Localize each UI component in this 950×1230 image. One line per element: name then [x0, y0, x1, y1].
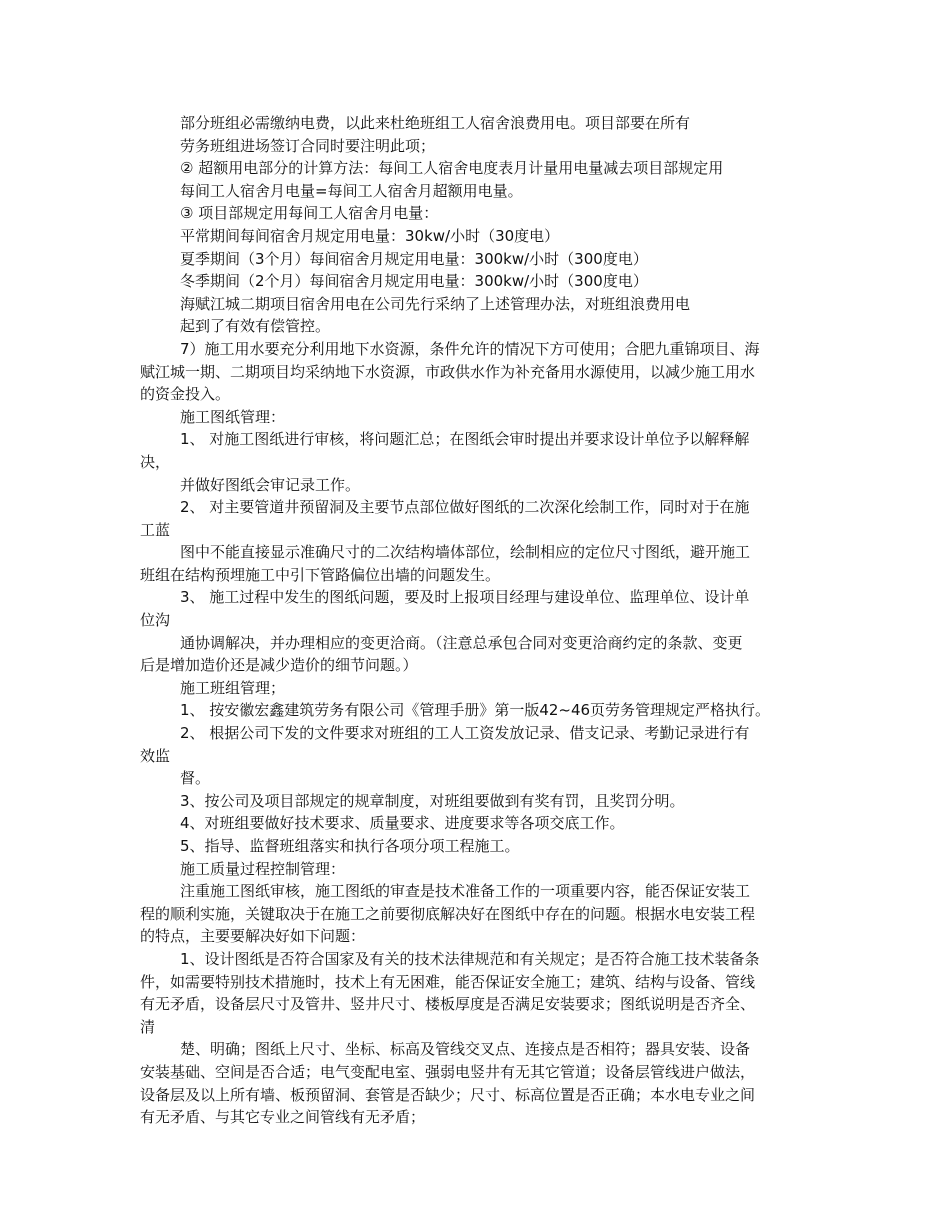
- text-line: 夏季期间（3个月）每间宿舍月规定用电量：300kw/小时（300度电）: [180, 249, 648, 268]
- text-line: 位沟: [140, 611, 171, 630]
- text-line: 施工班组管理；: [180, 678, 286, 697]
- text-line: 4、对班组要做好技术要求、质量要求、进度要求等各项交底工作。: [180, 814, 625, 833]
- text-line: 2、 对主要管道井预留洞及主要节点部位做好图纸的二次深化绘制工作，同时对于在施: [180, 498, 750, 517]
- text-line: 1、 按安徽宏鑫建筑劳务有限公司《管理手册》第一版42~46页劳务管理规定严格执行。: [180, 701, 771, 720]
- text-line: 设备层及以上所有墙、板预留洞、套管是否缺少；尺寸、标高位置是否正确；本水电专业之间: [140, 1085, 756, 1104]
- text-line: 图中不能直接显示准确尺寸的二次结构墙体部位，绘制相应的定位尺寸图纸，避开施工: [180, 543, 751, 562]
- text-line: 注重施工图纸审核，施工图纸的审查是技术准备工作的一项重要内容，能否保证安装工: [180, 882, 751, 901]
- text-line: 冬季期间（2个月）每间宿舍月规定用电量：300kw/小时（300度电）: [180, 272, 648, 291]
- text-line: 楚、明确；图纸上尺寸、坐标、标高及管线交叉点、连接点是否相符；器具安装、设备: [180, 1040, 751, 1059]
- text-line: 施工质量过程控制管理：: [180, 859, 346, 878]
- text-line: 赋江城一期、二期项目均采纳地下水资源，市政供水作为补充备用水源使用，以减少施工用水: [140, 362, 756, 381]
- text-line: 3、 施工过程中发生的图纸问题，要及时上报项目经理与建设单位、监理单位、设计单: [180, 588, 750, 607]
- text-line: 通协调解决，并办理相应的变更洽商。（注意总承包合同对变更洽商约定的条款、变更: [180, 633, 743, 652]
- text-line: 件，如需要特别技术措施时，技术上有无困难，能否保证安全施工；建筑、结构与设备、管线: [140, 972, 756, 991]
- text-line: 督。: [180, 769, 211, 788]
- text-line: 有无矛盾，设备层尺寸及管井、竖井尺寸、楼板厚度是否满足安装要求；图纸说明是否齐全、: [140, 995, 756, 1014]
- text-line: 决，: [140, 452, 171, 471]
- text-line: ② 超额用电部分的计算方法：每间工人宿舍电度表月计量用电量减去项目部规定用: [180, 159, 724, 178]
- text-line: 部分班组必需缴纳电费，以此来杜绝班组工人宿舍浪费用电。项目部要在所有: [180, 114, 691, 132]
- text-line: 平常期间每间宿舍月规定用电量：30kw/小时（30度电）: [180, 226, 560, 245]
- text-line: 并做好图纸会审记录工作。: [180, 475, 361, 494]
- text-line: 的特点，主要要解决好如下问题：: [140, 927, 366, 946]
- text-line: 施工图纸管理：: [180, 407, 286, 426]
- text-line: 后是增加造价还是减少造价的细节问题。）: [140, 656, 418, 675]
- text-line: 起到了有效有偿管控。: [180, 317, 331, 336]
- text-line: 3、按公司及项目部规定的规章制度，对班组要做到有奖有罚，且奖罚分明。: [180, 791, 685, 810]
- text-line: ③ 项目部规定用每间工人宿舍月电量：: [180, 204, 439, 223]
- text-line: 每间工人宿舍月电量=每间工人宿舍月超额用电量。: [180, 181, 523, 200]
- text-line: 的资金投入。: [140, 385, 231, 404]
- text-line: 海赋江城二期项目宿舍用电在公司先行采纳了上述管理办法，对班组浪费用电: [180, 294, 691, 313]
- text-line: 劳务班组进场签订合同时要注明此项；: [180, 136, 436, 155]
- text-line: 清: [140, 1017, 156, 1036]
- text-line: 7）施工用水要充分利用地下水资源，条件允许的情况下方可使用；合肥九重锦项目、海: [180, 339, 760, 358]
- text-line: 5、指导、监督班组落实和执行各项分项工程施工。: [180, 837, 520, 855]
- text-line: 1、 对施工图纸进行审核，将问题汇总；在图纸会审时提出并要求设计单位予以解释解: [180, 430, 750, 449]
- text-line: 工蓝: [140, 520, 171, 539]
- document-body: [140, 112, 812, 1129]
- text-line: 程的顺利实施，关键取决于在施工之前要彻底解决好在图纸中存在的问题。根据水电安装工程: [140, 904, 756, 923]
- text-line: 安装基础、空间是否合适；电气变配电室、强弱电竖井有无其它管道；设备层管线进户做法，: [140, 1062, 756, 1081]
- text-line: 班组在结构预埋施工中引下管路偏位出墙的问题发生。: [140, 565, 501, 584]
- text-line: 效监: [140, 746, 171, 765]
- text-line: 1、设计图纸是否符合国家及有关的技术法律规范和有关规定；是否符合施工技术装备条: [180, 949, 760, 968]
- text-line: 2、 根据公司下发的文件要求对班组的工人工资发放记录、借支记录、考勤记录进行有: [180, 724, 750, 743]
- text-line: 有无矛盾、与其它专业之间管线有无矛盾；: [140, 1108, 426, 1127]
